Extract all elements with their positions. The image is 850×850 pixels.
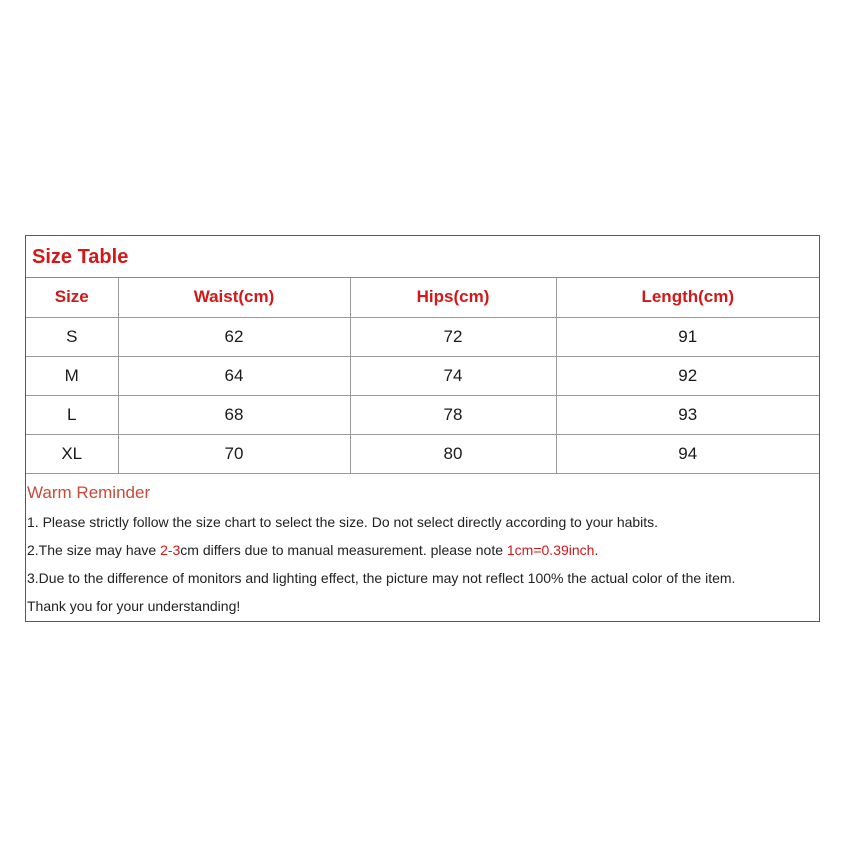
cell-waist: 64	[118, 356, 350, 395]
cell-hips: 78	[350, 395, 556, 434]
table-row	[26, 356, 819, 395]
unit-conversion: 1cm=0.39inch	[506, 541, 595, 558]
reminder-note-1: 1. Please strictly follow the size chart to select the size. Do not select directly according to your habits.	[27, 513, 659, 530]
header-length: Length(cm)	[556, 278, 819, 317]
cell-size: L	[26, 395, 118, 434]
cell-hips: 72	[350, 317, 556, 356]
table-row	[26, 395, 819, 434]
reminder-note-3: 3.Due to the difference of monitors and lighting effect, the picture may not reflect 100% the actual color of the item.	[27, 569, 736, 586]
cell-size: XL	[26, 434, 118, 473]
cell-length: 93	[556, 395, 819, 434]
header-waist: Waist(cm)	[118, 278, 350, 317]
cell-length: 91	[556, 317, 819, 356]
cell-waist: 62	[118, 317, 350, 356]
reminder-note-4: Thank you for your understanding!	[27, 597, 241, 614]
note2-suffix: .	[594, 541, 599, 558]
reminder-note-2	[27, 536, 819, 564]
measurement-range: 2-3	[160, 541, 181, 558]
table-row	[26, 317, 819, 356]
cell-length: 92	[556, 356, 819, 395]
title-row	[26, 236, 819, 278]
cell-size: M	[26, 356, 118, 395]
table-header-row	[26, 278, 819, 317]
table-row	[26, 434, 819, 473]
cell-waist: 70	[118, 434, 350, 473]
size-chart-panel	[25, 235, 820, 622]
note2-prefix: 2.The size may have	[27, 541, 161, 558]
size-table-title: Size Table	[32, 246, 129, 268]
note2-middle: cm differs due to manual measurement. please note	[180, 541, 507, 558]
header-hips: Hips(cm)	[350, 278, 556, 317]
cell-length: 94	[556, 434, 819, 473]
cell-waist: 68	[118, 395, 350, 434]
warm-reminder-section	[26, 474, 819, 620]
warm-reminder-title: Warm Reminder	[27, 482, 151, 502]
cell-hips: 80	[350, 434, 556, 473]
cell-size: S	[26, 317, 118, 356]
header-size: Size	[26, 278, 118, 317]
cell-hips: 74	[350, 356, 556, 395]
size-table	[26, 278, 819, 474]
